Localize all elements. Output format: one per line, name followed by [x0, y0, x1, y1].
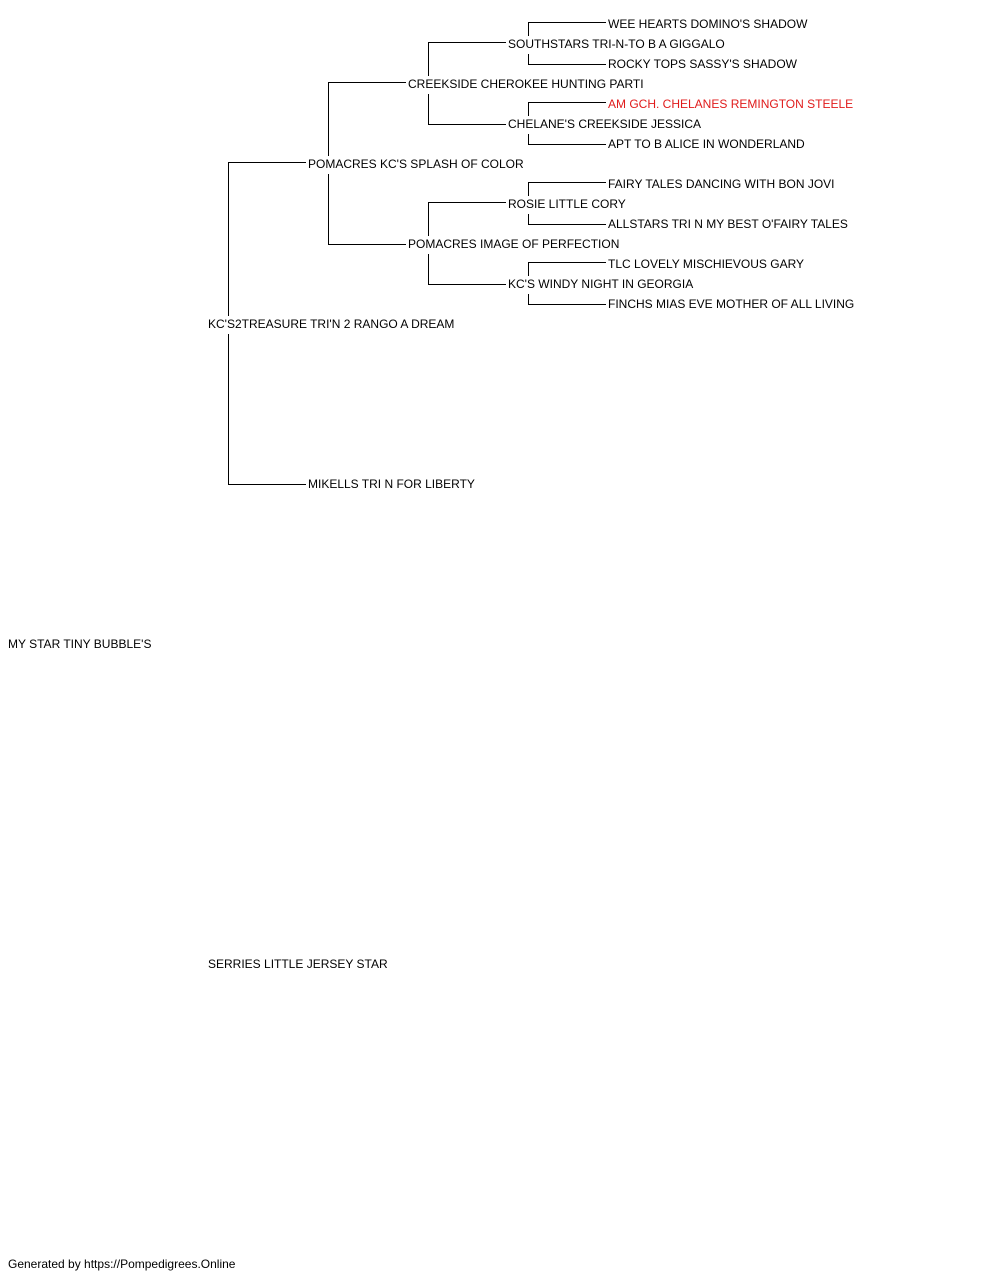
connector-ssds-upper: [529, 183, 607, 197]
pedigree-sire: KC'S2TREASURE TRI'N 2 RANGO A DREAM: [208, 317, 455, 331]
connector-ssd-upper: [429, 203, 507, 237]
pedigree-sss: CREEKSIDE CHEROKEE HUNTING PARTI: [408, 77, 644, 91]
pedigree-ssdsd: ALLSTARS TRI N MY BEST O'FAIRY TALES: [608, 217, 848, 231]
connector-sssd-lower: [529, 134, 607, 145]
connector-sssd-upper: [529, 103, 607, 117]
connector-sire-lower: [229, 334, 307, 485]
pedigree-sssdd: APT TO B ALICE IN WONDERLAND: [608, 137, 805, 151]
pedigree-ssdds: TLC LOVELY MISCHIEVOUS GARY: [608, 257, 805, 271]
connector-ssdd-lower: [529, 294, 607, 305]
connector-ssdd-upper: [529, 263, 607, 277]
pedigree-ssd: POMACRES IMAGE OF PERFECTION: [408, 237, 620, 251]
pedigree-ssddd: FINCHS MIAS EVE MOTHER OF ALL LIVING: [608, 297, 855, 311]
pedigree-ssss: SOUTHSTARS TRI-N-TO B A GIGGALO: [508, 37, 725, 51]
connector-ssss-upper: [529, 23, 607, 37]
connector-sire-upper: [229, 163, 307, 317]
connector-ssd-lower: [429, 254, 507, 285]
connector-sss-lower: [429, 94, 507, 125]
pedigree-sssds-champion: AM GCH. CHELANES REMINGTON STEELE: [608, 97, 854, 111]
connector-sss-upper: [429, 43, 507, 77]
pedigree-ssds: ROSIE LITTLE CORY: [508, 197, 626, 211]
generated-by-footer: Generated by https://Pompedigrees.Online: [8, 1257, 236, 1271]
pedigree-ssdss: FAIRY TALES DANCING WITH BON JOVI: [608, 177, 835, 191]
pedigree-sire-sire: POMACRES KC'S SPLASH OF COLOR: [308, 157, 524, 171]
connector-ssds-lower: [529, 214, 607, 225]
pedigree-dam: SERRIES LITTLE JERSEY STAR: [208, 957, 388, 971]
pedigree-sssd: CHELANE'S CREEKSIDE JESSICA: [508, 117, 702, 131]
pedigree-subject: MY STAR TINY BUBBLE'S: [8, 637, 152, 651]
pedigree-sssss: WEE HEARTS DOMINO'S SHADOW: [608, 17, 808, 31]
connector-ss-upper: [329, 83, 407, 157]
connector-ss-lower: [329, 174, 407, 245]
connector-ssss-lower: [529, 54, 607, 65]
pedigree-sire-dam: MIKELLS TRI N FOR LIBERTY: [308, 477, 475, 491]
pedigree-ssdd: KC'S WINDY NIGHT IN GEORGIA: [508, 277, 694, 291]
pedigree-ssssd: ROCKY TOPS SASSY'S SHADOW: [608, 57, 798, 71]
